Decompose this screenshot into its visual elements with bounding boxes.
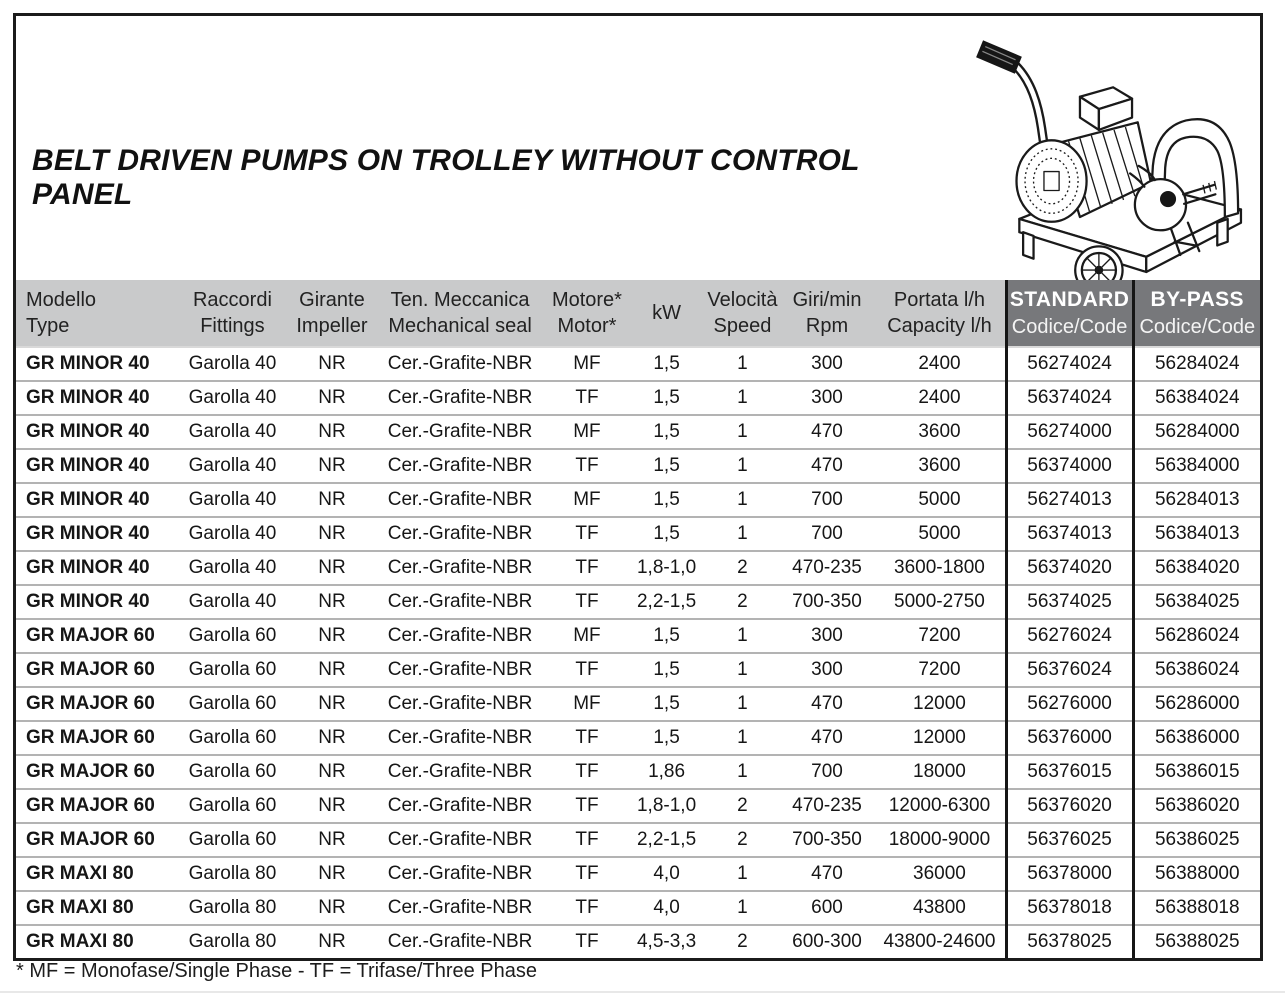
cell: 600 (780, 891, 875, 925)
standard-code-cell: 56378000 (1006, 857, 1133, 891)
cell: Garolla 60 (175, 687, 289, 721)
specs-table (16, 280, 1260, 958)
cell: 2 (705, 789, 780, 823)
page-title: BELT DRIVEN PUMPS ON TROLLEY WITHOUT CONTROL PANEL (32, 144, 860, 211)
cell: 3600 (874, 415, 1006, 449)
cell: NR (290, 823, 375, 857)
table-row (16, 517, 1260, 551)
standard-code-cell: 56376025 (1006, 823, 1133, 857)
cell: Garolla 80 (175, 891, 289, 925)
cell: 1 (705, 653, 780, 687)
cell: 1 (705, 347, 780, 381)
document-frame (13, 13, 1263, 961)
cell: 4,0 (628, 891, 705, 925)
bypass-code-cell: 56284000 (1133, 415, 1260, 449)
cell: 2 (705, 551, 780, 585)
model-cell: GR MINOR 40 (16, 551, 175, 585)
cell: NR (290, 755, 375, 789)
cell: 300 (780, 347, 875, 381)
cell: NR (290, 891, 375, 925)
cell: 470-235 (780, 789, 875, 823)
cell: Cer.-Grafite-NBR (374, 449, 546, 483)
column-header-velocit: Velocità Speed (705, 280, 780, 347)
table-header (16, 280, 1260, 347)
table-row (16, 857, 1260, 891)
model-cell: GR MINOR 40 (16, 381, 175, 415)
cell: MF (546, 347, 628, 381)
cell: Cer.-Grafite-NBR (374, 517, 546, 551)
bypass-code-cell: 56384013 (1133, 517, 1260, 551)
cell: NR (290, 381, 375, 415)
cell: Garolla 40 (175, 415, 289, 449)
model-cell: GR MAJOR 60 (16, 823, 175, 857)
cell: 700 (780, 483, 875, 517)
cell: 700-350 (780, 823, 875, 857)
cell: 470 (780, 415, 875, 449)
cell: MF (546, 415, 628, 449)
column-header-standard: STANDARD Codice/Code (1006, 280, 1133, 347)
cell: 5000 (874, 517, 1006, 551)
standard-code-cell: 56376015 (1006, 755, 1133, 789)
bypass-code-cell: 56386015 (1133, 755, 1260, 789)
cell: 1,5 (628, 653, 705, 687)
column-header-kw: kW (628, 280, 705, 347)
cell: TF (546, 823, 628, 857)
table-row (16, 653, 1260, 687)
cell: 7200 (874, 619, 1006, 653)
model-cell: GR MAJOR 60 (16, 653, 175, 687)
cell: NR (290, 687, 375, 721)
cell: 12000-6300 (874, 789, 1006, 823)
model-cell: GR MINOR 40 (16, 483, 175, 517)
cell: MF (546, 619, 628, 653)
cell: Garolla 60 (175, 653, 289, 687)
model-cell: GR MINOR 40 (16, 585, 175, 619)
cell: Cer.-Grafite-NBR (374, 653, 546, 687)
table-row (16, 551, 1260, 585)
cell: Garolla 40 (175, 517, 289, 551)
bypass-code-cell: 56384020 (1133, 551, 1260, 585)
cell: 2400 (874, 347, 1006, 381)
cell: 470-235 (780, 551, 875, 585)
cell: Garolla 40 (175, 551, 289, 585)
cell: Cer.-Grafite-NBR (374, 789, 546, 823)
table-body (16, 347, 1260, 958)
cell: Garolla 40 (175, 585, 289, 619)
cell: Cer.-Grafite-NBR (374, 823, 546, 857)
cell: 1,5 (628, 347, 705, 381)
cell: 18000 (874, 755, 1006, 789)
bypass-code-cell: 56384000 (1133, 449, 1260, 483)
cell: 7200 (874, 653, 1006, 687)
cell: Cer.-Grafite-NBR (374, 721, 546, 755)
cell: TF (546, 721, 628, 755)
column-header-ten-meccanica: Ten. Meccanica Mechanical seal (374, 280, 546, 347)
standard-code-cell: 56376000 (1006, 721, 1133, 755)
cell: 3600 (874, 449, 1006, 483)
standard-code-cell: 56376020 (1006, 789, 1133, 823)
bypass-code-cell: 56388018 (1133, 891, 1260, 925)
cell: 1 (705, 381, 780, 415)
cell: NR (290, 585, 375, 619)
table-row (16, 925, 1260, 958)
cell: 1 (705, 517, 780, 551)
cell: 2,2-1,5 (628, 585, 705, 619)
model-cell: GR MINOR 40 (16, 347, 175, 381)
table-row (16, 687, 1260, 721)
cell: 1,86 (628, 755, 705, 789)
table-row (16, 755, 1260, 789)
standard-code-cell: 56274013 (1006, 483, 1133, 517)
cell: Garolla 80 (175, 857, 289, 891)
cell: Cer.-Grafite-NBR (374, 415, 546, 449)
standard-code-cell: 56374020 (1006, 551, 1133, 585)
cell: TF (546, 925, 628, 958)
model-cell: GR MINOR 40 (16, 449, 175, 483)
cell: 700 (780, 755, 875, 789)
cell: 18000-9000 (874, 823, 1006, 857)
cell: 470 (780, 687, 875, 721)
bypass-code-cell: 56384025 (1133, 585, 1260, 619)
cell: 1,8-1,0 (628, 789, 705, 823)
cell: Garolla 60 (175, 789, 289, 823)
cell: 1,8-1,0 (628, 551, 705, 585)
cell: 3600-1800 (874, 551, 1006, 585)
cell: 1,5 (628, 449, 705, 483)
table-row (16, 619, 1260, 653)
cell: MF (546, 483, 628, 517)
cell: Cer.-Grafite-NBR (374, 857, 546, 891)
cell: 43800 (874, 891, 1006, 925)
column-header-giri-min: Giri/min Rpm (780, 280, 875, 347)
cell: 1 (705, 721, 780, 755)
cell: Cer.-Grafite-NBR (374, 619, 546, 653)
bypass-code-cell: 56386000 (1133, 721, 1260, 755)
bypass-code-cell: 56388000 (1133, 857, 1260, 891)
cell: 4,5-3,3 (628, 925, 705, 958)
cell: Garolla 40 (175, 381, 289, 415)
cell: NR (290, 857, 375, 891)
cell: 2,2-1,5 (628, 823, 705, 857)
standard-code-cell: 56374024 (1006, 381, 1133, 415)
cell: 1 (705, 483, 780, 517)
cell: Cer.-Grafite-NBR (374, 381, 546, 415)
cell: 4,0 (628, 857, 705, 891)
table-row (16, 789, 1260, 823)
footnote: * MF = Monofase/Single Phase - TF = Trifase/Three Phase (16, 960, 537, 982)
cell: TF (546, 891, 628, 925)
column-header-modello: Modello Type (16, 280, 175, 347)
scan-artifact-line (0, 991, 1285, 993)
cell: Garolla 40 (175, 483, 289, 517)
bypass-code-cell: 56386024 (1133, 653, 1260, 687)
cell: 700 (780, 517, 875, 551)
cell: 1 (705, 449, 780, 483)
model-cell: GR MAJOR 60 (16, 755, 175, 789)
model-cell: GR MINOR 40 (16, 415, 175, 449)
cell: 5000-2750 (874, 585, 1006, 619)
cell: NR (290, 619, 375, 653)
table-row (16, 449, 1260, 483)
cell: 1,5 (628, 517, 705, 551)
column-header-by-pass: BY-PASS Codice/Code (1133, 280, 1260, 347)
cell: Cer.-Grafite-NBR (374, 551, 546, 585)
table-row (16, 823, 1260, 857)
column-header-girante: Girante Impeller (290, 280, 375, 347)
table-row (16, 483, 1260, 517)
cell: NR (290, 925, 375, 958)
column-header-motore: Motore* Motor* (546, 280, 628, 347)
cell: TF (546, 551, 628, 585)
cell: 700-350 (780, 585, 875, 619)
table-row (16, 415, 1260, 449)
standard-code-cell: 56274024 (1006, 347, 1133, 381)
standard-code-cell: 56374000 (1006, 449, 1133, 483)
model-cell: GR MAJOR 60 (16, 619, 175, 653)
cell: TF (546, 789, 628, 823)
cell: TF (546, 585, 628, 619)
cell: TF (546, 517, 628, 551)
cell: NR (290, 721, 375, 755)
cell: NR (290, 347, 375, 381)
cell: 5000 (874, 483, 1006, 517)
cell: 300 (780, 619, 875, 653)
cell: 12000 (874, 721, 1006, 755)
cell: NR (290, 517, 375, 551)
cell: Garolla 60 (175, 823, 289, 857)
column-header-portata-l-h: Portata l/h Capacity l/h (874, 280, 1006, 347)
cell: Cer.-Grafite-NBR (374, 755, 546, 789)
cell: 1 (705, 415, 780, 449)
cell: 2 (705, 823, 780, 857)
bypass-code-cell: 56386020 (1133, 789, 1260, 823)
cell: Garolla 60 (175, 755, 289, 789)
standard-code-cell: 56378018 (1006, 891, 1133, 925)
standard-code-cell: 56378025 (1006, 925, 1133, 958)
cell: Cer.-Grafite-NBR (374, 687, 546, 721)
model-cell: GR MAJOR 60 (16, 789, 175, 823)
cell: 1 (705, 891, 780, 925)
standard-code-cell: 56274000 (1006, 415, 1133, 449)
table-row (16, 381, 1260, 415)
model-cell: GR MAJOR 60 (16, 721, 175, 755)
cell: 1 (705, 619, 780, 653)
bypass-code-cell: 56286024 (1133, 619, 1260, 653)
cell: Cer.-Grafite-NBR (374, 347, 546, 381)
cell: 1,5 (628, 381, 705, 415)
model-cell: GR MAXI 80 (16, 857, 175, 891)
cell: 470 (780, 449, 875, 483)
cell: 1,5 (628, 619, 705, 653)
bypass-code-cell: 56284013 (1133, 483, 1260, 517)
cell: 1,5 (628, 415, 705, 449)
cell: Garolla 40 (175, 449, 289, 483)
bypass-code-cell: 56286000 (1133, 687, 1260, 721)
cell: 600-300 (780, 925, 875, 958)
cell: 1,5 (628, 687, 705, 721)
standard-code-cell: 56374025 (1006, 585, 1133, 619)
cell: 1,5 (628, 721, 705, 755)
model-cell: GR MAJOR 60 (16, 687, 175, 721)
cell: 1 (705, 755, 780, 789)
cell: 2400 (874, 381, 1006, 415)
bypass-code-cell: 56388025 (1133, 925, 1260, 958)
cell: NR (290, 789, 375, 823)
cell: NR (290, 415, 375, 449)
cell: 2 (705, 925, 780, 958)
table-row (16, 347, 1260, 381)
model-cell: GR MAXI 80 (16, 891, 175, 925)
cell: TF (546, 857, 628, 891)
model-cell: GR MAXI 80 (16, 925, 175, 958)
table-row (16, 585, 1260, 619)
cell: Cer.-Grafite-NBR (374, 925, 546, 958)
standard-code-cell: 56276000 (1006, 687, 1133, 721)
standard-code-cell: 56376024 (1006, 653, 1133, 687)
cell: NR (290, 653, 375, 687)
cell: Garolla 40 (175, 347, 289, 381)
cell: TF (546, 381, 628, 415)
cell: 300 (780, 381, 875, 415)
cell: Garolla 60 (175, 721, 289, 755)
cell: 1,5 (628, 483, 705, 517)
cell: Garolla 60 (175, 619, 289, 653)
bypass-code-cell: 56384024 (1133, 381, 1260, 415)
cell: 300 (780, 653, 875, 687)
cell: 36000 (874, 857, 1006, 891)
cell: NR (290, 551, 375, 585)
table-row (16, 891, 1260, 925)
cell: Garolla 80 (175, 925, 289, 958)
header-row (16, 280, 1260, 347)
table-row (16, 721, 1260, 755)
model-cell: GR MINOR 40 (16, 517, 175, 551)
standard-code-cell: 56276024 (1006, 619, 1133, 653)
cell: NR (290, 449, 375, 483)
cell: 470 (780, 857, 875, 891)
cell: 1 (705, 687, 780, 721)
cell: Cer.-Grafite-NBR (374, 585, 546, 619)
cell: MF (546, 687, 628, 721)
cell: Cer.-Grafite-NBR (374, 891, 546, 925)
cell: 12000 (874, 687, 1006, 721)
cell: TF (546, 653, 628, 687)
cell: TF (546, 449, 628, 483)
cell: 470 (780, 721, 875, 755)
standard-code-cell: 56374013 (1006, 517, 1133, 551)
cell: Cer.-Grafite-NBR (374, 483, 546, 517)
cell: NR (290, 483, 375, 517)
pump-trolley-illustration (936, 18, 1258, 310)
bypass-code-cell: 56386025 (1133, 823, 1260, 857)
cell: 43800-24600 (874, 925, 1006, 958)
bypass-code-cell: 56284024 (1133, 347, 1260, 381)
cell: TF (546, 755, 628, 789)
cell: 2 (705, 585, 780, 619)
column-header-raccordi: Raccordi Fittings (175, 280, 289, 347)
cell: 1 (705, 857, 780, 891)
